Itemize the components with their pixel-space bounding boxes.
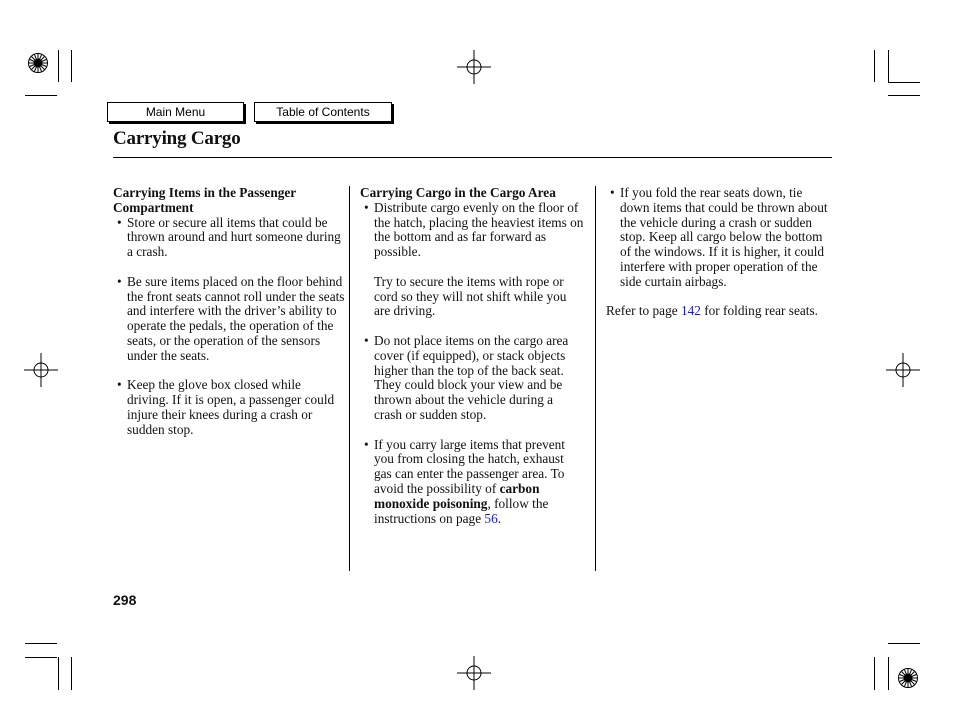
main-menu-button[interactable]: Main Menu <box>107 102 244 122</box>
crop-mark <box>888 643 920 644</box>
list-item <box>113 216 345 260</box>
refer-paragraph <box>606 304 832 319</box>
bullet-icon: • <box>364 332 369 348</box>
column-cargo-area <box>360 186 584 526</box>
crop-mark <box>71 657 72 690</box>
crop-mark <box>874 657 875 690</box>
page-title: Carrying Cargo <box>113 128 241 149</box>
list-item-text: Do not place items on the cargo area cover (if equipped), or stack objects higher than the top of the back seat. They could block your view and be thrown about the vehicle during a crash or sudden stop. <box>374 332 569 422</box>
crop-mark <box>888 657 889 690</box>
list-item <box>360 438 584 527</box>
list-item-text: Keep the glove box closed while driving. If it is open, a passenger could injure their knees during a crash or sudden stop. <box>127 377 335 437</box>
crop-mark <box>71 50 72 82</box>
list-item-text: Distribute cargo evenly on the floor of the hatch, placing the heaviest items on the bottom and as far forward as possible. <box>374 199 584 260</box>
list-item-text: Store or secure all items that could be thrown around and hurt someone during a crash. <box>127 214 341 260</box>
bullet-icon: • <box>610 185 615 200</box>
refer-text: Refer to page <box>606 303 681 319</box>
page-number: 298 <box>113 592 137 608</box>
column-passenger-compartment <box>113 186 345 438</box>
crop-mark <box>25 95 57 96</box>
column-divider <box>349 186 350 571</box>
section-heading: Carrying Items in the Passenger Compartment <box>113 185 296 215</box>
list-item <box>113 378 345 437</box>
table-of-contents-button[interactable]: Table of Contents <box>254 102 392 122</box>
warning-term: carbon monoxide poisoning <box>374 480 540 511</box>
list-item-text: Be sure items placed on the floor behind the front seats cannot roll under the seats and interfere with the driver’s ability to operate the pedals, the operation of the seats, or the operation of the sensors under the seats. <box>127 273 345 363</box>
crop-mark <box>25 643 57 644</box>
crop-mark <box>888 50 889 82</box>
list-item-text: If you carry large items that prevent you from closing the hatch, exhaust gas can enter the passenger area. To avoid the possibility of <box>374 436 566 496</box>
refer-text: for folding rear seats. <box>700 303 818 319</box>
bullet-icon: • <box>364 199 369 215</box>
list-item <box>360 334 584 423</box>
list-item <box>606 186 832 290</box>
bullet-icon: • <box>117 377 122 393</box>
list-item <box>360 201 584 319</box>
list-item-text: . <box>497 510 502 526</box>
crop-mark <box>888 82 920 83</box>
crop-mark <box>25 657 57 658</box>
registration-mark-icon <box>897 667 919 689</box>
crosshair-icon <box>457 656 491 690</box>
column-divider <box>595 186 596 571</box>
crop-mark <box>58 657 59 690</box>
page-link-56[interactable]: 56 <box>484 510 498 526</box>
list-item-text: If you fold the rear seats down, tie down items that could be thrown about the vehicle during a crash or sudden stop. Keep all cargo below the bottom of the windows. If it is higher, it could interfere with proper operation of the side curtain airbags. <box>620 185 828 289</box>
crosshair-icon <box>24 353 58 387</box>
bullet-icon: • <box>364 436 369 452</box>
title-rule <box>113 157 832 158</box>
crop-mark <box>58 50 59 82</box>
list-item-text: , follow the instructions on page <box>374 495 549 526</box>
crosshair-icon <box>886 353 920 387</box>
crop-mark <box>874 50 875 82</box>
bullet-icon: • <box>117 214 122 230</box>
crop-mark <box>888 95 920 96</box>
column-rear-seats <box>606 186 832 319</box>
list-item-followup: Try to secure the items with rope or cord so they will not shift while you are driving. <box>374 273 567 319</box>
bullet-icon: • <box>117 273 122 289</box>
registration-mark-icon <box>27 52 49 74</box>
list-item <box>113 275 345 364</box>
page-link-142[interactable]: 142 <box>680 303 701 319</box>
crosshair-icon <box>457 50 491 84</box>
section-heading: Carrying Cargo in the Cargo Area <box>360 185 556 200</box>
